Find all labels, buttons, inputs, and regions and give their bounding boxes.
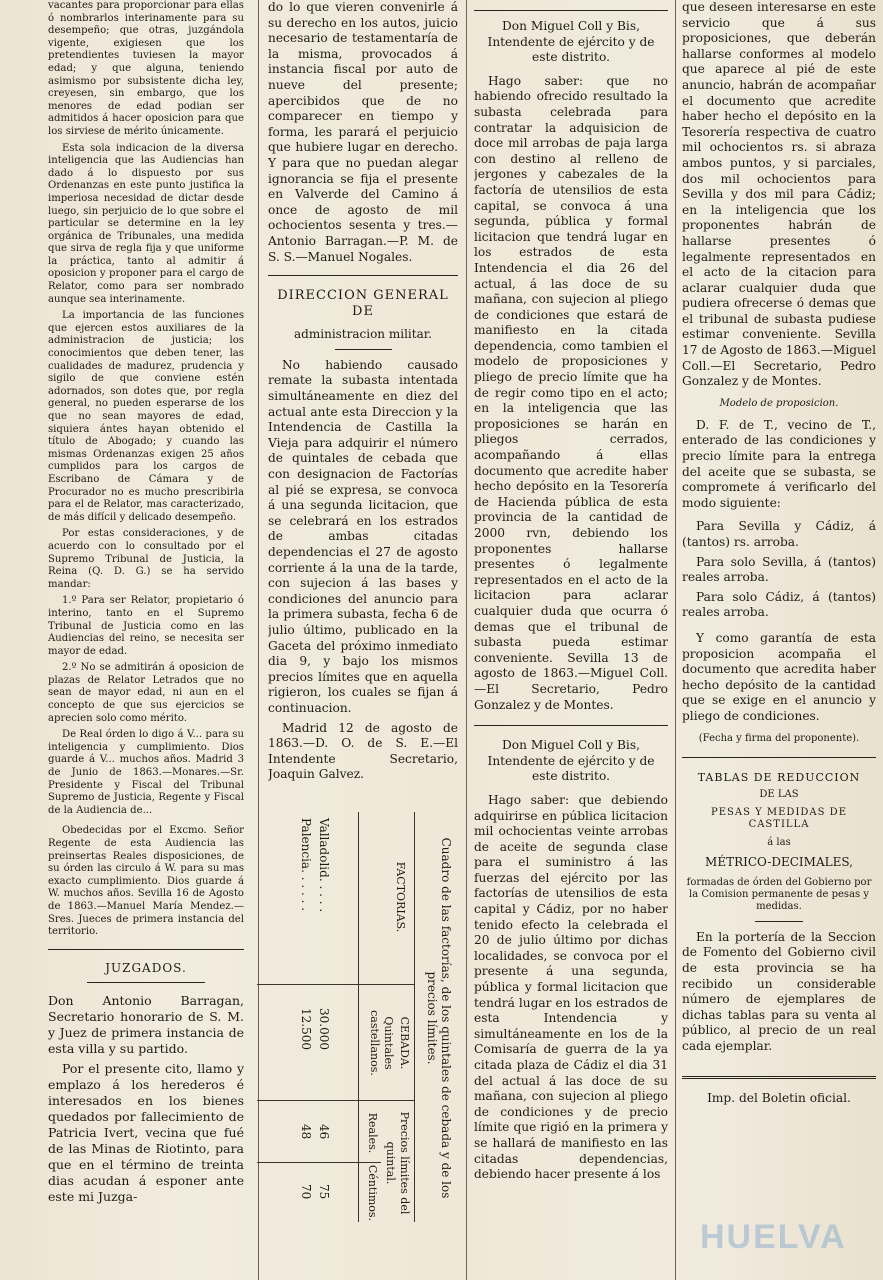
table-cell-factoria: Valladolid. . . . .: [317, 818, 331, 913]
paragraph: Don Antonio Barragan, Secretario honorario de S. M. y Juez de primera instancia de esta villa y su partido.: [48, 993, 244, 1057]
section-rule: [87, 982, 205, 983]
paragraph: En la portería de la Seccion de Fomento del Gobierno civil de esta provincia se ha recibido un considerable número de ejemplares de dichas tablas para su venta al público, al precio de un real cada ejemplar.: [682, 929, 876, 1053]
table-rule: [257, 1100, 415, 1101]
table-header-precios: Precios límites del quintal.: [384, 1111, 411, 1215]
paragraph: No habiendo causado remate la subasta intentada simultáneamente en diez del actual ante esta Direccion y la Intendencia de Castilla la Vieja para adquirir el número de quintales de cebada que con designacion de Factorías al pié se expresa, se convoca á una segunda licitacion, que se celebrará en los estrados de ambas citadas dependencias el 27 de agosto corriente á la una de la tarde, con sujecion á las bases y condiciones del anuncio para la primera subasta, fecha 6 de julio último, publicado en la Gaceta del próximo inmediato dia 9, y bajo los mismos precios límites que en aquella rigieron, los cuales se fijan á continuacion.: [268, 357, 458, 715]
section-heading: DIRECCION GENERAL DE: [277, 288, 449, 319]
table-cell-centimos: 70: [299, 1184, 313, 1200]
table-cell-quintales: 12.500: [299, 1008, 313, 1050]
table-rule: [414, 812, 415, 1222]
table-cell-reales: 46: [317, 1124, 331, 1140]
section-rule: [755, 921, 804, 922]
table-rule: [358, 812, 359, 1222]
table-cell-factoria: Palencia. . . . . .: [299, 818, 313, 912]
paragraph: que deseen interesarse en este servicio que á sus proposiciones, que deberán hallarse conformes al modelo que aparece al pié de este anuncio, habrán de acompañar el documento que acredite haber hecho el depósito en la Tesorería respectiva de cuatro mil ochocientos rs. si abraza ambos puntos, y si parciales, dos mil ochocientos para Sevilla y dos mil para Cádiz; en la inteligencia que los proponentes habrán de hallarse presentes ó legalmente representados en el acto de la citacion para aclarar cualquier duda que pudiera ofrecerse ó demas que el tribunal de subasta pudiese estimar conveniente. Sevilla 17 de Agosto de 1863.—Miguel Coll.—El Secretario, Pedro Gonzalez y de Montes.: [682, 0, 876, 389]
section-rule: [682, 757, 876, 758]
column-divider: [675, 0, 676, 1280]
column-3: [474, 0, 668, 1280]
paragraph: Madrid 12 de agosto de 1863.—D. O. de S. E.—El Intendente Secretario, Joaquin Galvez.: [268, 720, 458, 782]
paragraph: Don Miguel Coll y Bis, Intendente de ejército y de este distrito.: [487, 738, 655, 784]
section-subheading: PESAS Y MEDIDAS DE CASTILLA: [710, 807, 847, 831]
paragraph: formadas de órden del Gobierno por la Comision permanente de pesas y medidas.: [686, 876, 872, 912]
section-rule: [48, 949, 244, 950]
table-cell-reales: 48: [299, 1124, 313, 1140]
section-heading-juzgados: JUZGADOS.: [105, 960, 187, 975]
section-rule: [335, 349, 392, 350]
table-header-quintales: Quintales castellanos.: [368, 1010, 395, 1076]
paragraph: De Real órden lo digo á V... para su inteligencia y cumplimiento. Dios guarde á V... muchos años. Madrid 3 de Junio de 1863.—Monares.—Sr. Presidente y Fiscal del Tribunal Supremo de Justicia, Regente y Fiscal de la Audiencia de...: [48, 729, 244, 816]
column-1: [48, 0, 244, 1280]
paragraph: vacantes para proporcionar para ellas ó nombrarlos interinamente para su desempeño; que otras, juzgándola vigente, exigiesen que los pretendientes tuviesen la mayor edad; y que alguna, teniendo asimismo por subsistente dicha ley, creyesen, sin embargo, que los menores de edad podian ser admitidos á hacer oposicion para que los sirviese de mérito únicamente.: [48, 0, 244, 137]
paragraph: 1.º Para ser Relator, propietario ó interino, tanto en el Supremo Tribunal de Justicia como en las Audiencias del reino, se necesita ser mayor de edad.: [48, 595, 244, 657]
table-rule: [257, 1162, 381, 1163]
section-rule: [474, 10, 668, 11]
paragraph: Obedecidas por el Excmo. Señor Regente de esta Audiencia las preinsertas Reales disposiciones, de su órden las circulo á W. para su mas exacto cumplimiento. Dios guarde á W. muchos años. Sevilla 16 de Agosto de 1863.—Manuel María Mendez.—Sres. Jueces de primera instancia del territorio.: [48, 825, 244, 938]
table-header-reales: Reales.: [366, 1112, 379, 1154]
paragraph: Para Sevilla y Cádiz, á (tantos) rs. arroba.: [682, 519, 876, 549]
paragraph: Para solo Cádiz, á (tantos) reales arroba.: [682, 589, 876, 620]
printer-imprint: Imp. del Boletin oficial.: [707, 1091, 851, 1106]
paragraph: 2.º No se admitirán á oposicion de plazas de Relator Letrados que no sean de mayor edad, ni aun en el concepto de que sus ejercicios se aprecien solo como mérito.: [48, 662, 244, 724]
paragraph: do lo que vieren convenirle á su derecho en los autos, juicio necesario de testamentaría de la misma, provocados á instancia fiscal por auto de nueve del presente; apercibidos que de no comparecer en tiempo y forma, les parará el perjuicio que hubiere lugar en derecho. Y para que no puedan alegar ignorancia se fija el presente en Valverde del Camino á once de agosto de mil ochocientos sesenta y tres.—Antonio Barragan.—P. M. de S. S.—Manuel Nogales.: [268, 0, 458, 264]
table-title: Cuadro de las factorías, de los quintales de cebada y de los precios límites.: [425, 837, 453, 1199]
cuadro-table-rotated: [257, 812, 457, 1222]
column-4: [682, 0, 876, 1280]
table-header-centimos: Céntimos.: [366, 1164, 379, 1222]
table-header-factorias: FACTORIAS.: [394, 861, 407, 933]
cuadro-table: [252, 812, 462, 1230]
section-rule: [268, 275, 458, 276]
paragraph: Para solo Sevilla, á (tantos) reales arroba.: [682, 554, 876, 585]
section-heading: TABLAS DE REDUCCION: [697, 770, 861, 784]
table-cell-quintales: 30.000: [317, 1008, 331, 1050]
section-subheading: administracion militar.: [294, 327, 432, 342]
paragraph: Por el presente cito, llamo y emplazo á los herederos é interesados en los bienes quedados por fallecimiento de Patricia Ivert, vecina que fué de las Minas de Riotinto, para que en el término de treinta dias acudan á esponer ante este mi Juzga-: [48, 1061, 244, 1205]
column-divider: [466, 0, 467, 1280]
table-header-cebada: CEBADA.: [398, 1016, 411, 1070]
section-rule: [682, 1076, 876, 1079]
table-rule: [257, 984, 415, 985]
watermark: HUELVA: [700, 1218, 847, 1256]
paragraph: D. F. de T., vecino de T., enterado de las condiciones y precio límite para la entrega del aceite que se subasta, se compromete á verificarlo del modo siguiente:: [682, 417, 876, 510]
paragraph: Hago saber: que no habiendo ofrecido resultado la subasta celebrada para contratar la adquisicion de doce mil arrobas de paja larga con destino al relleno de jergones y cabezales de la factoría de utensilios de esta capital, se convoca á una segunda, pública y formal licitacion que tendrá lugar en los estrados de esta Intendencia el dia 26 del actual, á las doce de su mañana, con sujecion al pliego de condiciones que estará de manifiesto en la citada dependencia, como tambien el modelo de proposiciones y pliego de precio límite que ha de regir como tipo en el acto; en la inteligencia que las proposiciones se harán en pliegos cerrados, acompañando á ellas documento que acredite haber hecho depósito en la Tesorería de Hacienda pública de esta provincia de la cantidad de 2000 rvn, debiendo los proponentes hallarse presentes ó legalmente representados en el acto de la licitacion para aclarar cualquier duda que ocurra ó demas que el tribunal de subasta pueda estimar conveniente. Sevilla 13 de agosto de 1863.—Miguel Coll.—El Secretario, Pedro Gonzalez y de Montes.: [474, 73, 668, 712]
section-subheading: DE LAS: [759, 789, 799, 801]
paragraph: Esta sola indicacion de la diversa inteligencia que las Audiencias han dado á lo dispuesto por sus Ordenanzas en este punto justifica la imperiosa necesidad de dictar desde luego, sin perjuicio de lo que sobre el particular se determine en la ley orgánica de Tribunales, una medida que sirva de regla fija y que uniforme la práctica, tanto al admitir á oposicion y proponer para el cargo de Relator, como para ser nombrado aunque sea interinamente.: [48, 142, 244, 305]
paragraph: (Fecha y firma del proponente).: [698, 732, 860, 744]
paragraph: Y como garantía de esta proposicion acompaña el documento que acredita haber hecho depósito de la cantidad que se exige en el anuncio y pliego de condiciones.: [682, 630, 876, 723]
paragraph: Hago saber: que debiendo adquirirse en pública licitacion mil ochocientas veinte arrobas de aceite de segunda clase para el suministro á las fuerzas del ejército por las factorías de utensilios de esta capital y Cádiz, por no haber tenido efecto la celebrada el 20 de julio último por dichas localidades, se convoca por el presente á una segunda, pública y formal licitacion que tendrá lugar en los estrados de esta Intendencia y simultáneamente en los de la Comisaría de guerra de la ya citada plaza de Cádiz el dia 31 del actual á las doce de su mañana, con sujecion al pliego de condiciones y de precio límite que rigió en la primera y se hallará de manifiesto en las citadas dependencias, debiendo hacer presente á los: [474, 792, 668, 1182]
section-subheading: Modelo de proposicion.: [719, 397, 839, 409]
table-cell-centimos: 75: [317, 1184, 331, 1200]
paragraph: La importancia de las funciones que ejercen estos auxiliares de la administracion de justicia; los conocimientos que deben tener, las cualidades de madurez, prudencia y sigilo de que conviene estén adornados, son dotes que, por regla general, no pueden esperarse de los que no sean mayores de edad, siquiera ántes hayan obtenido el título de Abogado; y cuando las mismas Ordenanzas exigen 25 años cumplidos para los cargos de Escribano de Cámara y de Procurador no es mucho prescribirla para el de Relator, mas caracterizado, de más difícil y delicado desempeño.: [48, 310, 244, 523]
section-rule: [474, 725, 668, 726]
paragraph: Por estas consideraciones, y de acuerdo con lo consultado por el Supremo Tribunal de Justicia, la Reina (Q. D. G.) se ha servido mandar:: [48, 528, 244, 590]
paragraph: Don Miguel Coll y Bis, Intendente de ejército y de este distrito.: [487, 19, 655, 65]
section-subheading: á las: [767, 837, 791, 849]
section-subheading: MÉTRICO-DECIMALES,: [705, 855, 853, 870]
